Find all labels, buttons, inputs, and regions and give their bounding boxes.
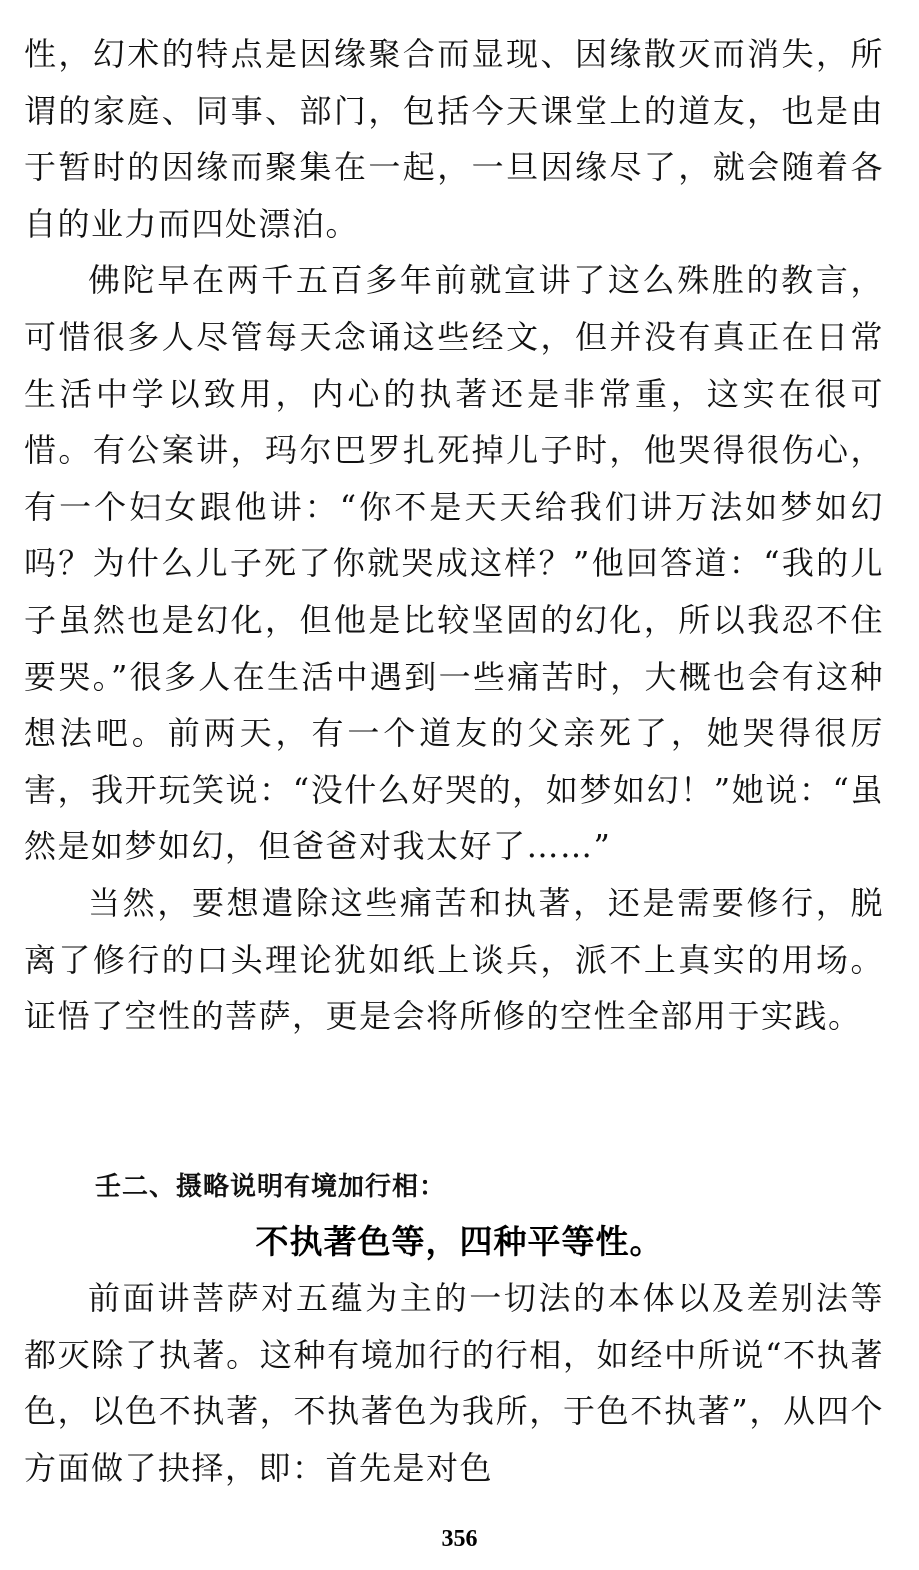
commentary-text-block (24, 1270, 884, 1496)
root-verse: 不执著色等，四种平等性。 (255, 1222, 664, 1261)
main-text-block (24, 26, 884, 1045)
paragraph-practice: 当然，要想遣除这些痛苦和执著，还是需要修行，脱离了修行的口头理论犹如纸上谈兵，派不上真实的用场。证悟了空性的菩萨，更是会将所修的空性全部用于实践。 (24, 883, 884, 1036)
paragraph-continued: 性，幻术的特点是因缘聚合而显现、因缘散灭而消失，所谓的家庭、同事、部门，包括今天课堂上的道友，也是由于暂时的因缘而聚集在一起，一旦因缘尽了，就会随着各自的业力而四处漂泊。 (24, 35, 884, 243)
section-label: 壬二、摄略说明有境加行相： (95, 1172, 447, 1202)
paragraph-buddha-teaching: 佛陀早在两千五百多年前就宣讲了这么殊胜的教言，可惜很多人尽管每天念诵这些经文，但并没有真正在日常生活中学以致用，内心的执著还是非常重，这实在很可惜。有公案讲，玛尔巴罗扎死掉儿子时，他哭得很伤心，有一个妇女跟他讲：“你不是天天给我们讲万法如梦如幻吗？为什么儿子死了你就哭成这样？”他回答道：“我的儿子虽然也是幻化，但他是比较坚固的幻化，所以我忍不住要哭。”很多人在生活中遇到一些痛苦时，大概也会有这种想法吧。前两天，有一个道友的父亲死了，她哭得很厉害，我开玩笑说：“没什么好哭的，如梦如幻！”她说：“虽然是如梦如幻，但爸爸对我太好了……” (24, 261, 884, 866)
paragraph-commentary: 前面讲菩萨对五蕴为主的一切法的本体以及差别法等都灭除了执著。这种有境加行的行相，如经中所说“不执著色，以色不执著，不执著色为我所，于色不执著”，从四个方面做了抉择，即：首先是对色 (24, 1279, 884, 1487)
page-number: 356 (441, 1526, 478, 1552)
